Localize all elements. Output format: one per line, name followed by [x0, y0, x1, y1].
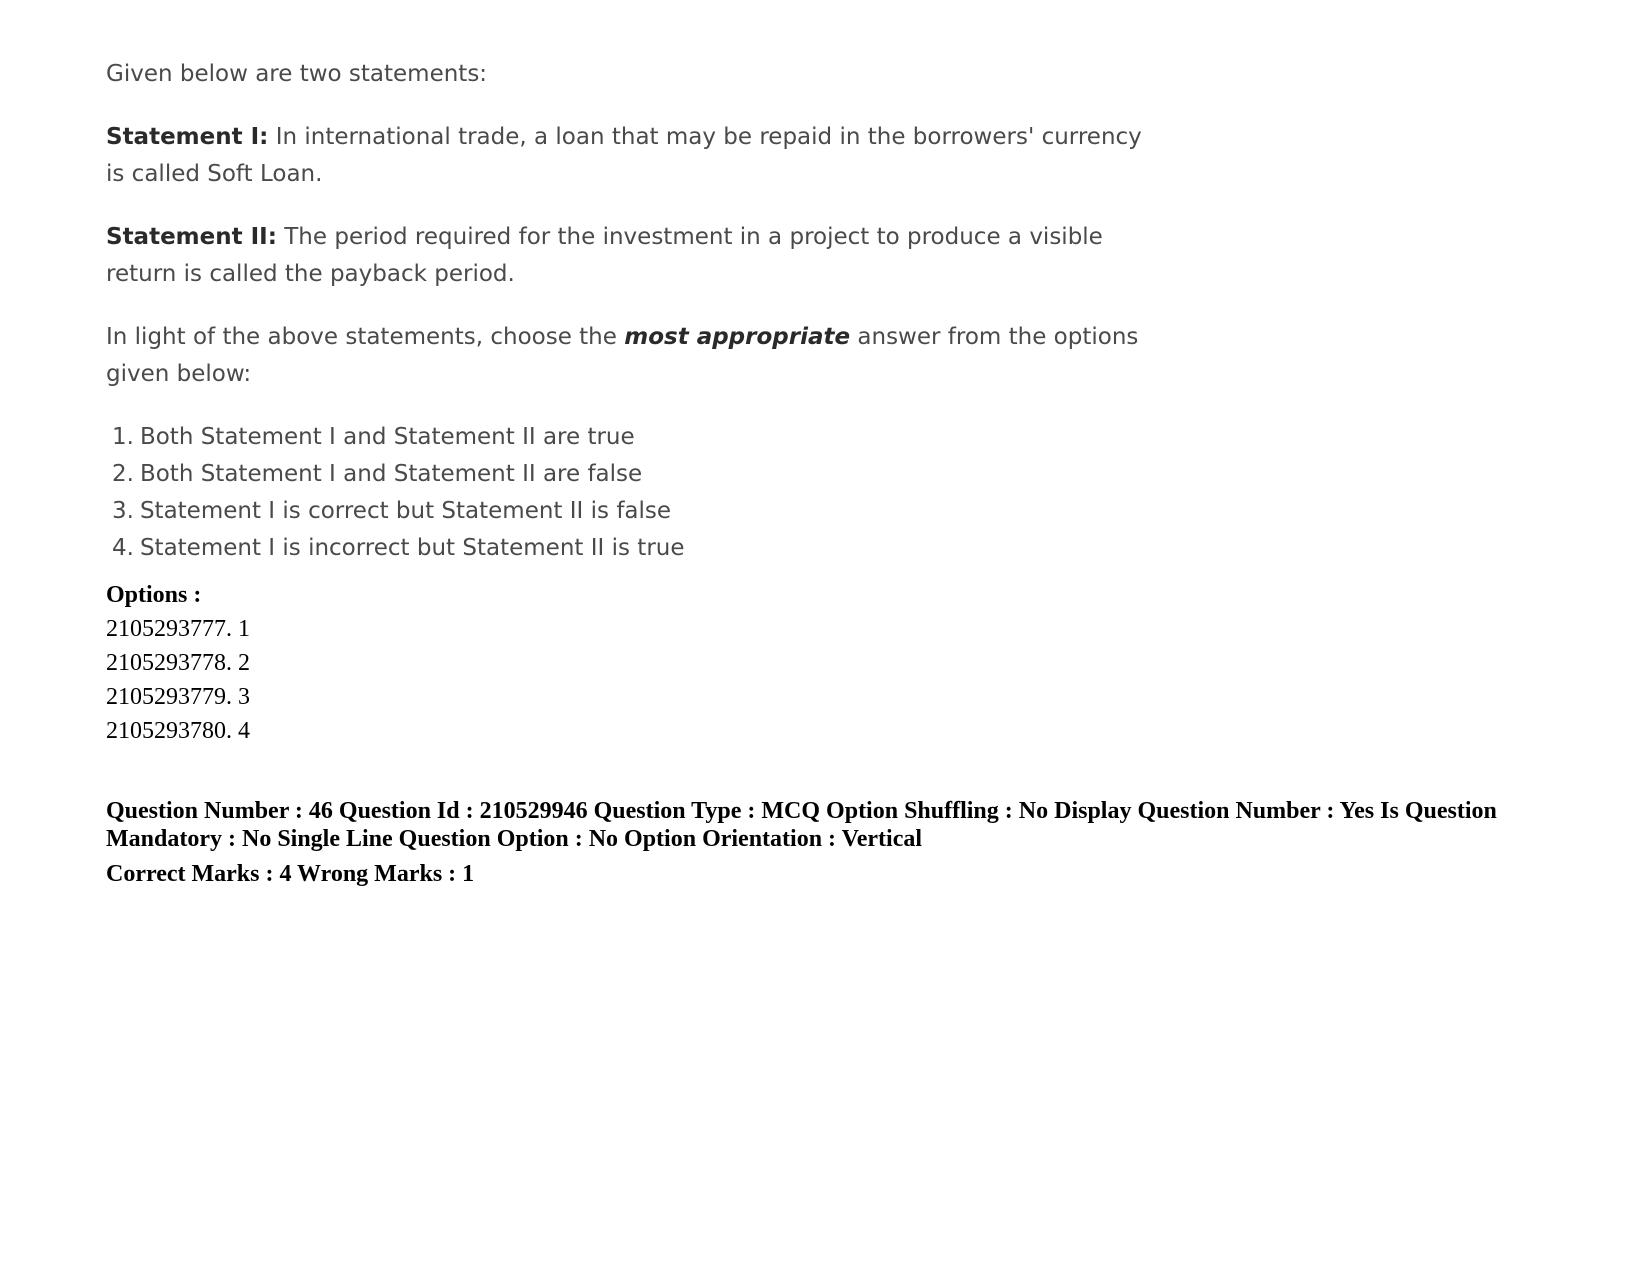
statement-1-label: Statement I:	[106, 124, 269, 150]
choice-number: 3.	[112, 498, 134, 524]
choice-number: 4.	[112, 535, 134, 561]
choice-list	[106, 419, 1166, 567]
option-item: 2105293780. 4	[106, 718, 250, 744]
question-intro: Given below are two statements:	[106, 61, 488, 87]
question-image	[106, 56, 1166, 567]
choice-item	[112, 530, 1166, 567]
choice-item	[112, 493, 1166, 530]
question-instruction	[106, 319, 1166, 393]
choice-text: Both Statement I and Statement II are true	[139, 424, 635, 450]
choice-text: Both Statement I and Statement II are false	[139, 461, 643, 487]
choice-item	[112, 419, 1166, 456]
statement-2	[106, 219, 1166, 293]
option-item: 2105293778. 2	[106, 650, 250, 676]
option-item: 2105293777. 1	[106, 616, 250, 642]
choice-number: 1.	[112, 424, 134, 450]
choice-item	[112, 456, 1166, 493]
option-item: 2105293779. 3	[106, 684, 250, 710]
choice-text: Statement I is incorrect but Statement II is true	[139, 535, 685, 561]
options-block	[106, 578, 250, 748]
instruction-before: In light of the above statements, choose the	[106, 324, 617, 350]
instruction-after: answer from the options given below:	[106, 324, 1139, 387]
question-meta	[106, 797, 1576, 888]
statement-2-label: Statement II:	[106, 224, 277, 250]
choice-text: Statement I is correct but Statement II is false	[139, 498, 672, 524]
question-details: Question Number : 46 Question Id : 210529946 Question Type : MCQ Option Shuffling : No Display Question Number : Yes Is Question Mandatory : No Single Line Question Option : No Option Orientation : Vertical	[106, 798, 1497, 852]
statement-2-text: The period required for the investment in a project to produce a visible return is called the payback period.	[106, 224, 1103, 287]
options-heading: Options :	[106, 582, 202, 608]
statement-1-text: In international trade, a loan that may be repaid in the borrowers' currency is called Soft Loan.	[106, 124, 1142, 187]
marks-line: Correct Marks : 4 Wrong Marks : 1	[106, 861, 475, 887]
choice-number: 2.	[112, 461, 134, 487]
statement-1	[106, 119, 1166, 193]
instruction-emphasis: most appropriate	[624, 324, 851, 350]
